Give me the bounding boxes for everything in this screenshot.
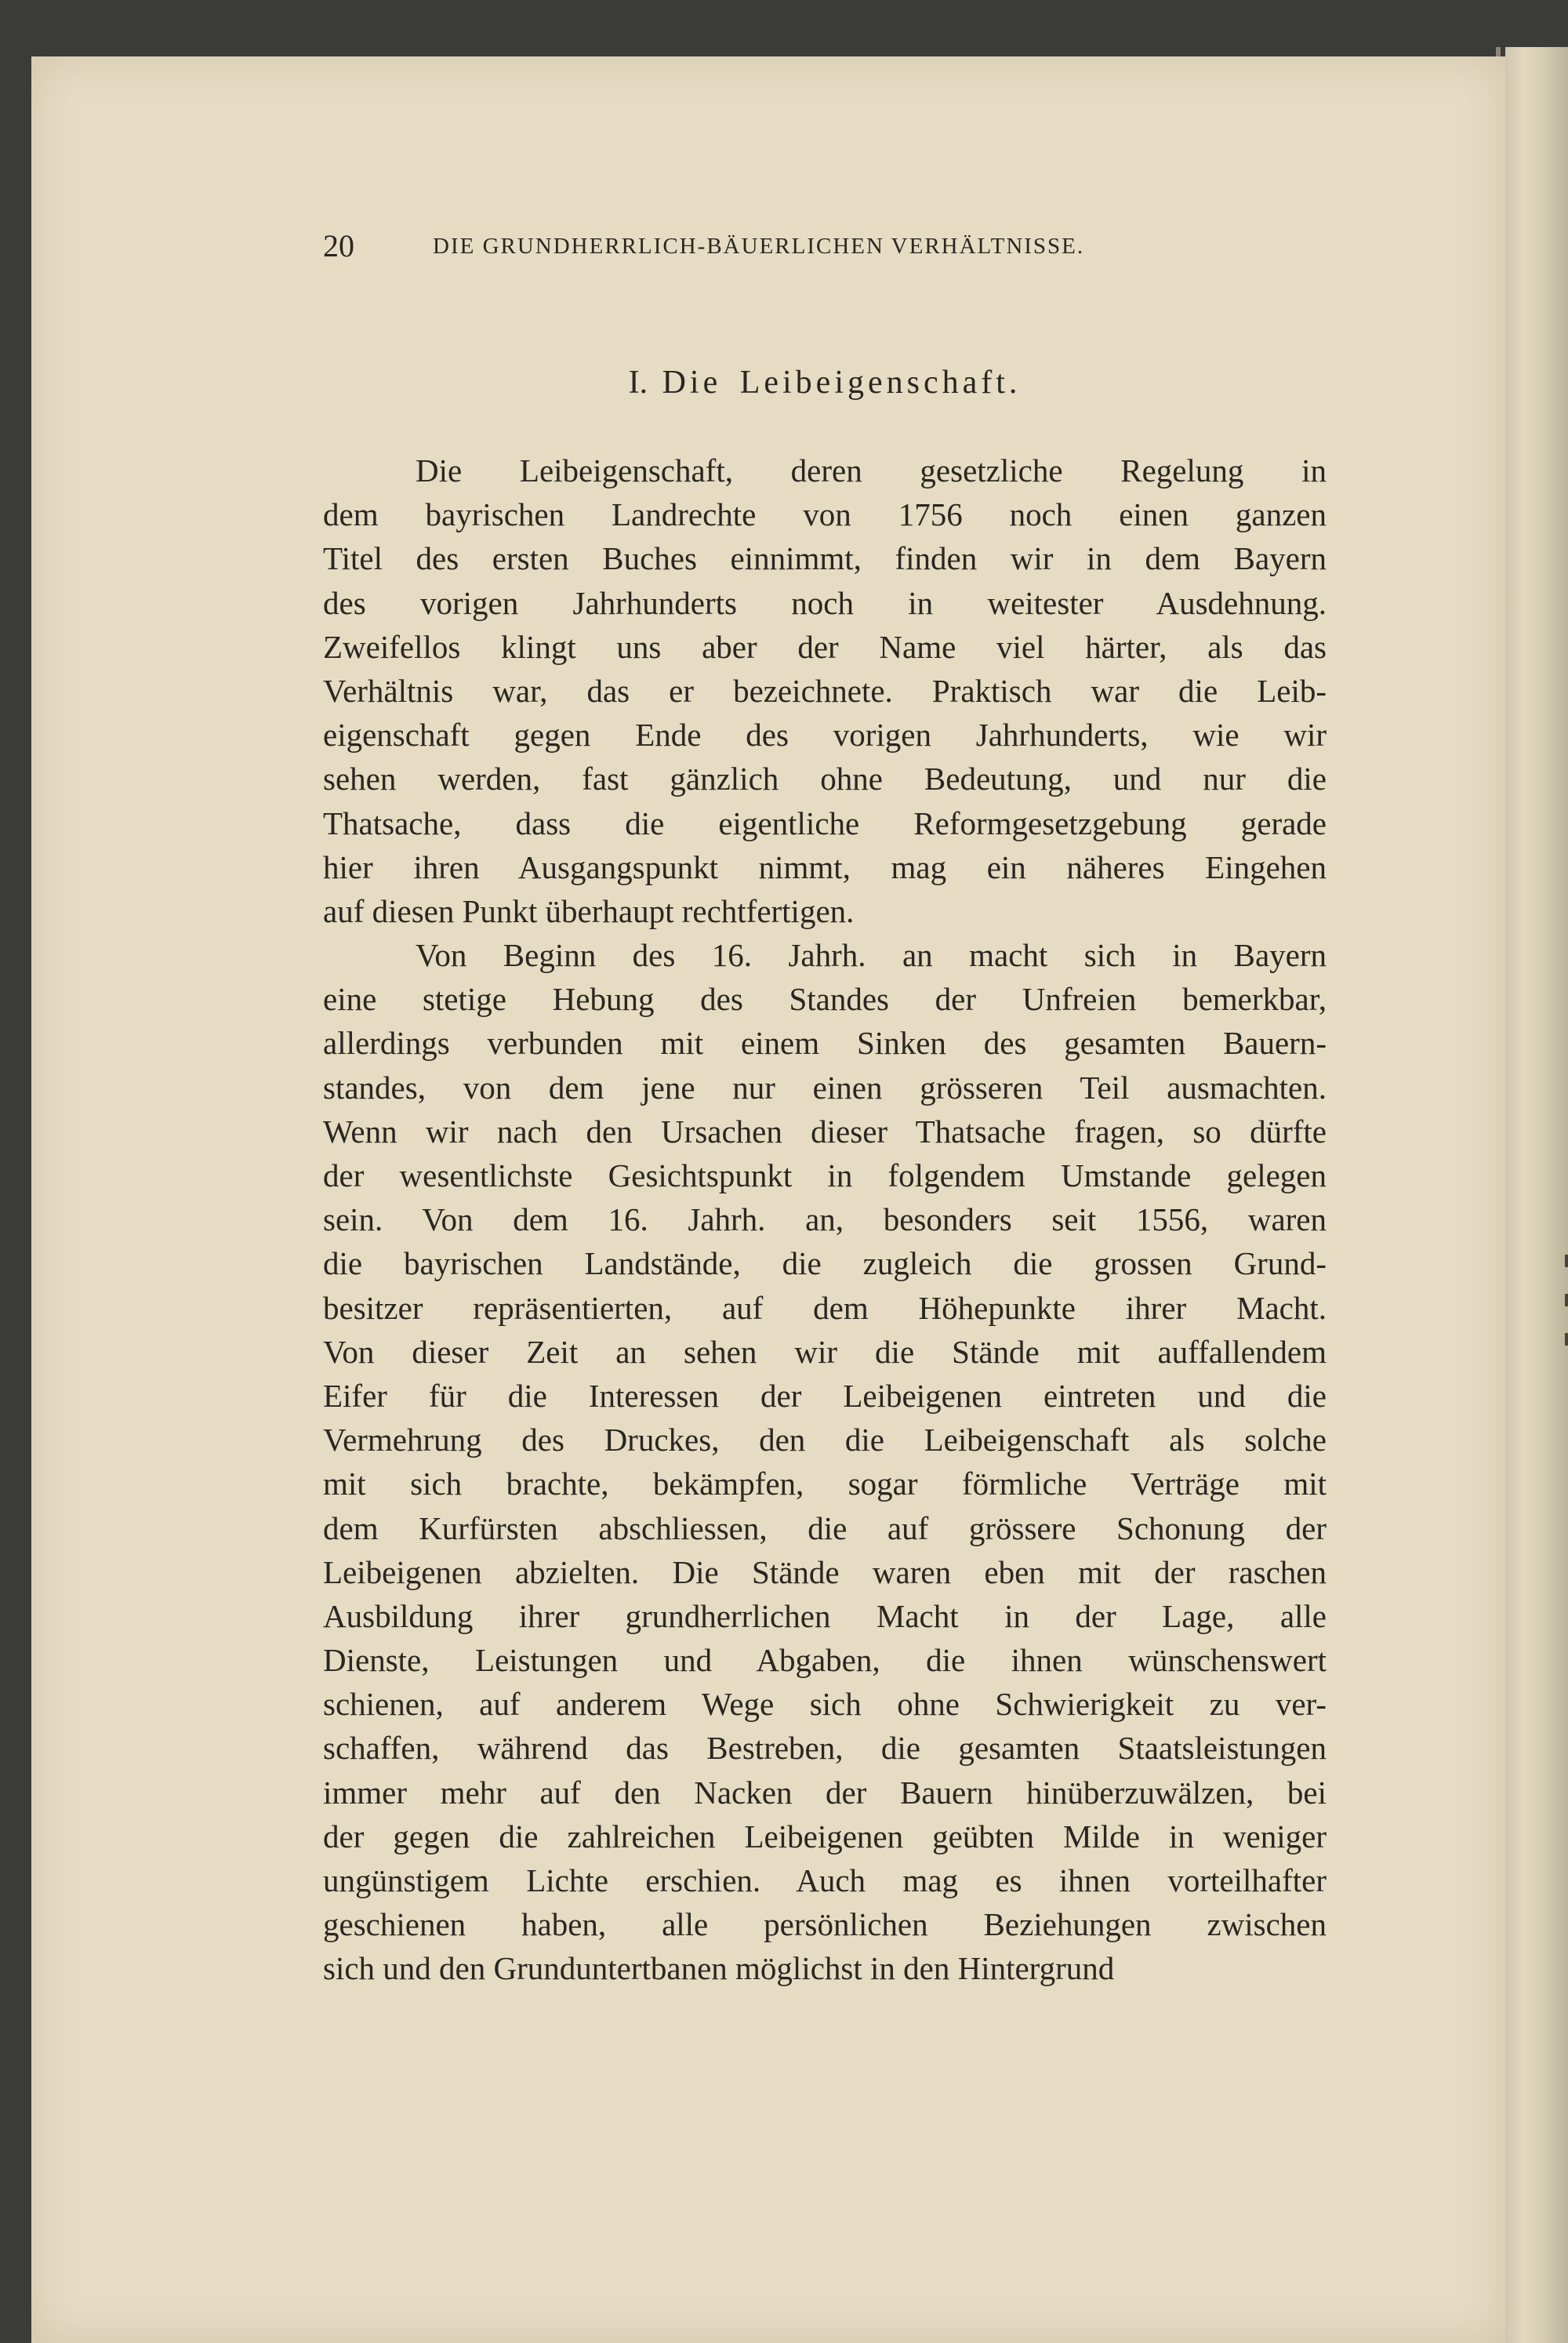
- text-line: Zweifellos klingt uns aber der Name viel härter, als das: [323, 628, 1327, 665]
- text-line: Eifer für die Interessen der Leibeigenen eintreten und die: [323, 1377, 1327, 1414]
- section-numeral: I.: [628, 365, 648, 401]
- margin-mark: [1565, 1255, 1568, 1267]
- margin-mark: [1565, 1333, 1568, 1346]
- text-line: ungünstigem Lichte erschien. Auch mag es ihnen vorteilhafter: [323, 1862, 1327, 1898]
- text-line: Ausbildung ihrer grundherrlichen Macht in der Lage, alle: [323, 1597, 1327, 1634]
- text-line: Wenn wir nach den Ursachen dieser Thatsache fragen, so dürfte: [323, 1113, 1327, 1150]
- text-line: Dienste, Leistungen und Abgaben, die ihnen wünschenswert: [323, 1642, 1327, 1679]
- text-line: Von dieser Zeit an sehen wir die Stände mit auffallendem: [323, 1333, 1327, 1370]
- text-line: Die Leibeigenschaft, deren gesetzliche Regelung in: [416, 452, 1327, 489]
- page-header: [323, 227, 1342, 274]
- text-line: hier ihren Ausgangspunkt nimmt, mag ein näheres Eingehen: [323, 848, 1327, 885]
- text-line: schienen, auf anderem Wege sich ohne Schwierigkeit zu ver-: [323, 1686, 1327, 1723]
- text-line: die bayrischen Landstände, die zugleich die grossen Grund-: [323, 1245, 1327, 1282]
- text-line: dem Kurfürsten abschliessen, die auf grössere Schonung der: [323, 1509, 1327, 1546]
- running-title: DIE GRUNDHERRLICH-BÄUERLICHEN VERHÄLTNISSE.: [433, 234, 1085, 259]
- text-line: der wesentlichste Gesichtspunkt in folgendem Umstande gelegen: [323, 1157, 1327, 1193]
- text-line: allerdings verbunden mit einem Sinken des gesamten Bauern-: [323, 1025, 1327, 1062]
- section-title: Die Leibeigenschaft.: [662, 365, 1022, 401]
- text-line: besitzer repräsentierten, auf dem Höhepunkte ihrer Macht.: [323, 1289, 1327, 1326]
- text-line: des vorigen Jahrhunderts noch in weitester Ausdehnung.: [323, 584, 1327, 621]
- text-line: geschienen haben, alle persönlichen Beziehungen zwischen: [323, 1906, 1327, 1943]
- text-line: sein. Von dem 16. Jahrh. an, besonders seit 1556, waren: [323, 1201, 1327, 1238]
- page-number: 20: [323, 228, 354, 263]
- body-text: [323, 449, 1327, 1991]
- text-line: schaffen, während das Bestreben, die gesamten Staatsleistungen: [323, 1730, 1327, 1767]
- text-line: eigenschaft gegen Ende des vorigen Jahrhunderts, wie wir: [323, 717, 1327, 754]
- text-line: Leibeigenen abzielten. Die Stände waren eben mit der raschen: [323, 1553, 1327, 1590]
- text-line: sich und den Grunduntertbanen möglichst in den Hintergrund: [323, 1950, 1115, 1987]
- text-line: auf diesen Punkt überhaupt rechtfertigen.: [323, 892, 855, 929]
- margin-mark: [1565, 1294, 1568, 1306]
- text-line: Vermehrung des Druckes, den die Leibeigenschaft als solche: [323, 1422, 1327, 1458]
- text-line: immer mehr auf den Nacken der Bauern hinüberzuwälzen, bei: [323, 1774, 1327, 1811]
- text-line: eine stetige Hebung des Standes der Unfreien bemerkbar,: [323, 981, 1327, 1018]
- text-line: Verhältnis war, das er bezeichnete. Praktisch war die Leib-: [323, 672, 1327, 709]
- section-heading: [323, 364, 1327, 401]
- text-line: der gegen die zahlreichen Leibeigenen geübten Milde in weniger: [323, 1818, 1327, 1854]
- text-line: mit sich brachte, bekämpfen, sogar förmliche Verträge mit: [323, 1466, 1327, 1502]
- next-page-edge: [1505, 47, 1568, 2343]
- text-line: standes, von dem jene nur einen grösseren Teil ausmachten.: [323, 1069, 1327, 1106]
- text-line: Titel des ersten Buches einnimmt, finden wir in dem Bayern: [323, 540, 1327, 577]
- text-line: sehen werden, fast gänzlich ohne Bedeutung, und nur die: [323, 761, 1327, 797]
- text-line: Thatsache, dass die eigentliche Reformgesetzgebung gerade: [323, 805, 1327, 841]
- text-line: Von Beginn des 16. Jahrh. an macht sich in Bayern: [416, 937, 1327, 974]
- text-line: dem bayrischen Landrechte von 1756 noch einen ganzen: [323, 496, 1327, 533]
